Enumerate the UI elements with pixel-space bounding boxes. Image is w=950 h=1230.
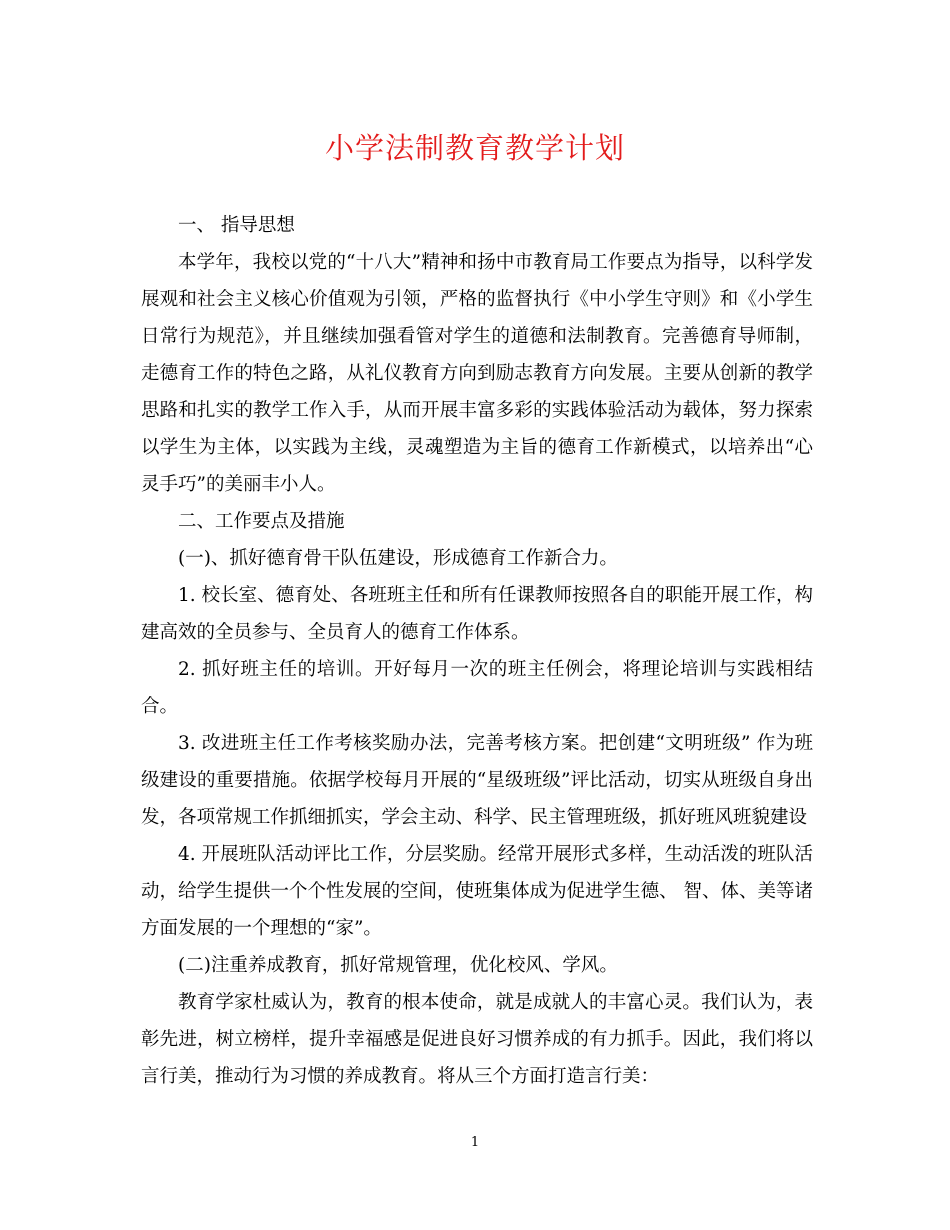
list-item-1: 1. 校长室、德育处、各班班主任和所有任课教师按照各自的职能开展工作，构建高效的全员参与、全员育人的德育工作体系。 — [141, 585, 813, 643]
paragraph-guiding-ideology: 本学年，我校以党的“十八大”精神和扬中市教育局工作要点为指导，以科学发展观和社会主义核心价值观为引领，严格的监督执行《中小学生守则》和《小学生日常行为规范》，并且继续加强看管对学生的道德和法制教育。完善德育导师制，走德育工作的特色之路，从礼仪教育方向到励志教育方向发展。主要从创新的教学思路和扎实的教学工作入手，从而开展丰富多彩的实践体验活动为载体，努力探索以学生为主体，以实践为主线，灵魂塑造为主旨的德育工作新模式，以培养出“心灵手巧”的美丽丰小人。 — [141, 252, 813, 495]
document-title: 小学法制教育教学计划 — [324, 131, 625, 165]
subheading-habit-education: (二)注重养成教育，抓好常规管理，优化校风、学风。 — [178, 955, 618, 976]
section-heading-work-points: 二、工作要点及措施 — [178, 511, 345, 532]
list-item-4: 4. 开展班队活动评比工作，分层奖励。经常开展形式多样，生动活泼的班队活动，给学生提供一个个性发展的空间，使班集体成为促进学生德、 智、体、美等诸方面发展的一个理想的“家”。 — [141, 844, 813, 939]
list-item-3: 3. 改进班主任工作考核奖励办法，完善考核方案。把创建“文明班级” 作为班级建设的重要措施。依据学校每月开展的“星级班级”评比活动，切实从班级自身出发，各项常规工作抓细抓实，学会主动、科学、民主管理班级，抓好班风班貌建设 — [141, 733, 813, 828]
subheading-team-building: (一)、抓好德育骨干队伍建设，形成德育工作新合力。 — [178, 548, 618, 569]
paragraph-dewey: 教育学家杜威认为，教育的根本使命，就是成就人的丰富心灵。我们认为，表彰先进，树立榜样，提升幸福感是促进良好习惯养成的有力抓手。因此，我们将以言行美，推动行为习惯的养成教育。将从三个方面打造言行美： — [141, 992, 813, 1087]
list-item-2: 2. 抓好班主任的培训。开好每月一次的班主任例会，将理论培训与实践相结合。 — [141, 659, 813, 717]
document-body — [141, 207, 813, 1095]
page-number: 1 — [470, 1135, 480, 1150]
section-heading-guiding-ideology: 一、 指导思想 — [178, 215, 295, 236]
